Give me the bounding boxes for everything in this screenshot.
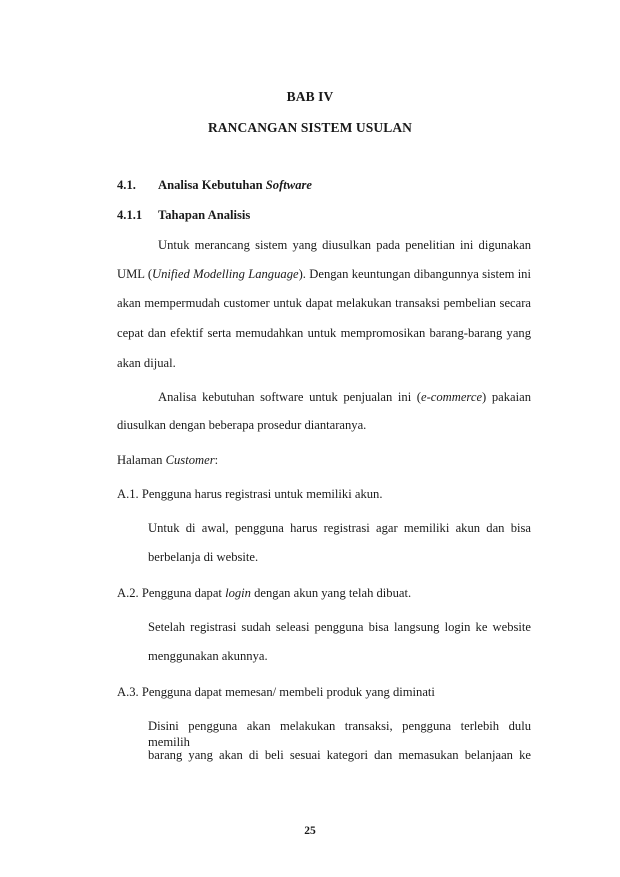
text-span: Halaman [117,453,166,467]
text-span: Analisa kebutuhan software untuk penjualan ini ( [158,390,421,404]
paragraph-1-line-4: cepat dan efektif serta memudahkan untuk mempromosikan barang-barang yang [117,326,531,340]
text-span: dengan akun yang telah dibuat. [250,586,412,600]
page-number: 25 [304,825,316,837]
section-4-1-title [158,176,312,194]
section-title-text: Analisa Kebutuhan [158,178,266,192]
paragraph-1-line-2 [117,266,531,282]
paragraph-2-line-1 [158,389,531,405]
subsection-number: 4.1.1 [117,208,143,222]
paragraph-1-line-3: akan mempermudah customer untuk dapat melakukan transaksi pembelian secara [117,296,531,310]
chapter-label: BAB IV [286,89,334,104]
italic-span: login [225,586,251,600]
paragraph-1-line-5: akan dijual. [117,356,176,370]
section-4-1-1-heading [117,206,142,224]
item-a1-desc-line-2: berbelanja di website. [148,550,259,564]
section-4-1-heading [117,176,136,194]
item-a2-desc-line-2: menggunakan akunnya. [148,649,268,663]
item-a1-desc-line-1: Untuk di awal, pengguna harus registrasi agar memiliki akun dan bisa [148,521,531,535]
text-span: : [214,453,219,467]
text-span: ). Dengan keuntungan dibangunnya sistem ini [298,267,531,281]
item-a3-desc-line-2: barang yang akan di beli sesuai kategori dan memasukan belanjaan ke [148,748,531,762]
paragraph-1-line-1: Untuk merancang sistem yang diusulkan pada penelitian ini digunakan [158,238,531,252]
item-a1-title: A.1. Pengguna harus registrasi untuk memiliki akun. [117,487,383,501]
italic-span: e-commerce [420,390,483,404]
chapter-title: RANCANGAN SISTEM USULAN [207,120,413,135]
section-number: 4.1. [117,178,136,192]
text-span: A.2. Pengguna dapat [117,586,226,600]
text-span: ) pakaian [482,390,531,404]
item-a2-title [117,585,411,601]
italic-span: Unified Modelling Language [152,267,299,281]
item-a3-title: A.3. Pengguna dapat memesan/ membeli produk yang diminati [117,685,435,699]
subsection-title-text: Tahapan Analisis [158,208,251,222]
item-a3-desc-line-1: Disini pengguna akan melakukan transaksi, pengguna terlebih dulu memilih [148,719,531,749]
section-4-1-1-title [158,206,250,224]
italic-span: Customer [165,453,215,467]
customer-heading [117,452,218,468]
text-span: UML ( [117,267,153,281]
item-a2-desc-line-1: Setelah registrasi sudah seleasi pengguna bisa langsung login ke website [148,620,531,634]
section-title-italic: Software [265,178,312,192]
paragraph-2-line-2: diusulkan dengan beberapa prosedur diantaranya. [117,418,367,432]
